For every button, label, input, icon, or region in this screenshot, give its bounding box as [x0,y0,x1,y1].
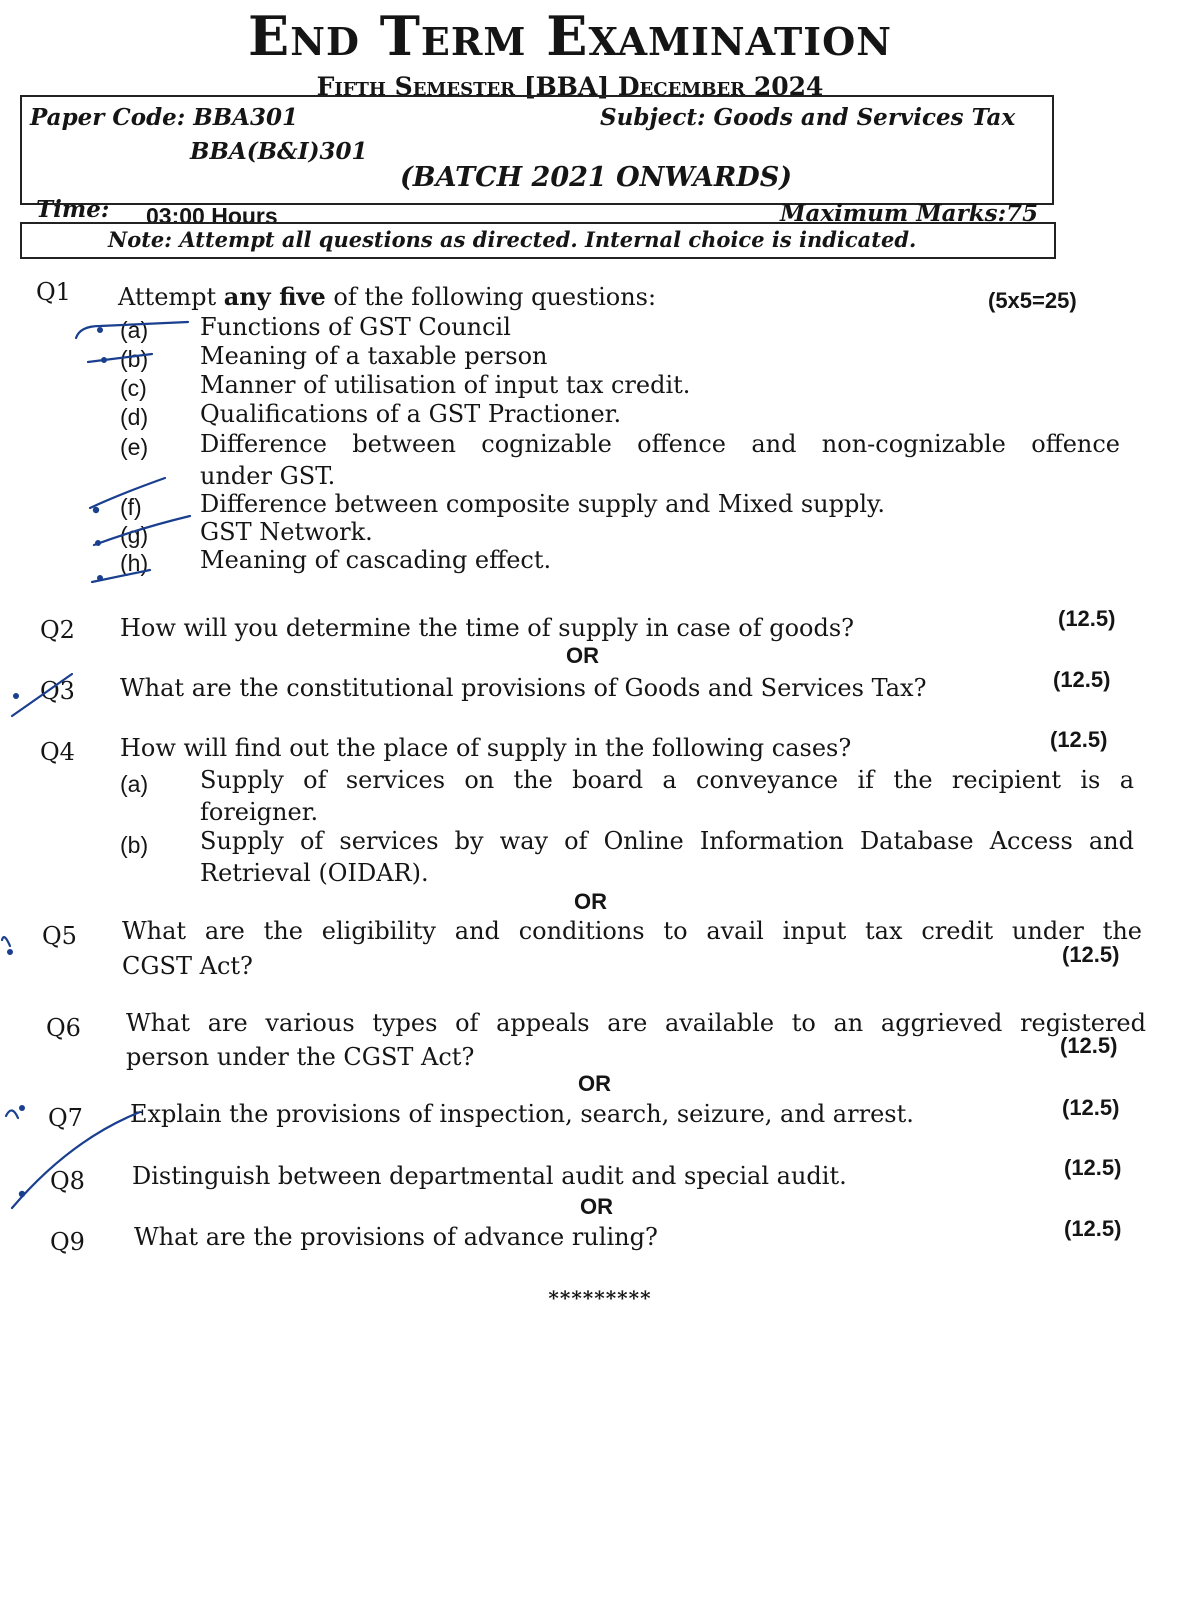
question-number-q3: Q3 [40,677,75,705]
sub-label-1a: (a) [120,317,149,343]
end-marker: ********* [548,1286,652,1310]
sub-label-1f: (f) [120,494,142,520]
sub-text-1e: Difference between cognizable offence and non-cognizable offence [200,430,1120,458]
sub-label-4a: (a) [120,771,149,797]
sub-label-1d: (d) [120,404,149,430]
question-text-q7: Explain the provisions of inspection, search, seizure, and arrest. [130,1100,914,1128]
marks-q2: (12.5) [1058,606,1116,631]
question-text-q9: What are the provisions of advance ruling? [134,1223,658,1251]
marks-q8: (12.5) [1064,1155,1122,1180]
marks-q7: (12.5) [1062,1095,1120,1120]
sub-text-4b-cont: Retrieval (OIDAR). [200,859,429,887]
sub-label-1b: (b) [120,346,149,372]
question-number-q5: Q5 [42,922,77,950]
question-number-q8: Q8 [50,1167,85,1195]
question-text-q6-cont: person under the CGST Act? [126,1043,475,1071]
marks-q5: (12.5) [1062,942,1120,967]
sub-label-1g: (g) [120,522,149,548]
sub-text-1e-cont: under GST. [200,462,336,490]
exam-title: End Term Examination [248,4,892,68]
subject: Subject: Goods and Services Tax [600,104,1016,131]
question-text-q3: What are the constitutional provisions of Goods and Services Tax? [120,674,927,702]
batch: (BATCH 2021 ONWARDS) [400,162,792,193]
note: Note: Attempt all questions as directed. Internal choice is indicated. [108,227,917,252]
question-text-q6: What are various types of appeals are available to an aggrieved registered [126,1009,1146,1037]
or-divider: OR [566,643,599,668]
sub-text-1f: Difference between composite supply and Mixed supply. [200,490,886,518]
time-label: Time: [36,196,110,223]
question-text-q5: What are the eligibility and conditions to avail input tax credit under the [122,917,1142,945]
question-number-q7: Q7 [48,1104,83,1132]
question-text-q2: How will you determine the time of supply in case of goods? [120,614,855,642]
question-number-q9: Q9 [50,1228,85,1256]
question-number-q4: Q4 [40,738,75,766]
sub-text-1b: Meaning of a taxable person [200,342,548,370]
sub-text-1d: Qualifications of a GST Practioner. [200,400,622,428]
sub-label-1e: (e) [120,434,149,460]
sub-text-1g: GST Network. [200,518,373,546]
question-text-q5-cont: CGST Act? [122,952,253,980]
question-number-q1: Q1 [36,278,71,306]
sub-text-4a-cont: foreigner. [200,798,319,826]
paper-code-alt: BBA(B&I)301 [190,138,368,165]
or-divider: OR [580,1194,613,1219]
paper-code: Paper Code: BBA301 [30,104,299,131]
question-text-q1: Attempt any five of the following questions: [118,282,657,311]
maximum-marks: Maximum Marks:75 [780,200,1039,227]
marks-q3: (12.5) [1053,667,1111,692]
sub-text-1a: Functions of GST Council [200,313,511,341]
marks-q4: (12.5) [1050,727,1108,752]
sub-text-1c: Manner of utilisation of input tax credit. [200,371,691,399]
question-text-q8: Distinguish between departmental audit and special audit. [132,1162,847,1190]
sub-label-1c: (c) [120,375,147,401]
time-value: 03:00 Hours [146,203,278,229]
marks-q9: (12.5) [1064,1216,1122,1241]
sub-label-1h: (h) [120,550,149,576]
sub-label-4b: (b) [120,832,149,858]
or-divider: OR [578,1071,611,1096]
sub-text-4a: Supply of services on the board a conveyance if the recipient is a [200,766,1134,794]
question-number-q6: Q6 [46,1014,81,1042]
or-divider: OR [574,889,607,914]
semester-line: Fifth Semester [BBA] December 2024 [316,72,824,101]
sub-text-4b: Supply of services by way of Online Information Database Access and [200,827,1134,855]
question-text-q4: How will find out the place of supply in the following cases? [120,734,852,762]
marks-q1: (5x5=25) [988,288,1077,313]
sub-text-1h: Meaning of cascading effect. [200,546,552,574]
question-number-q2: Q2 [40,616,75,644]
marks-q6: (12.5) [1060,1033,1118,1058]
